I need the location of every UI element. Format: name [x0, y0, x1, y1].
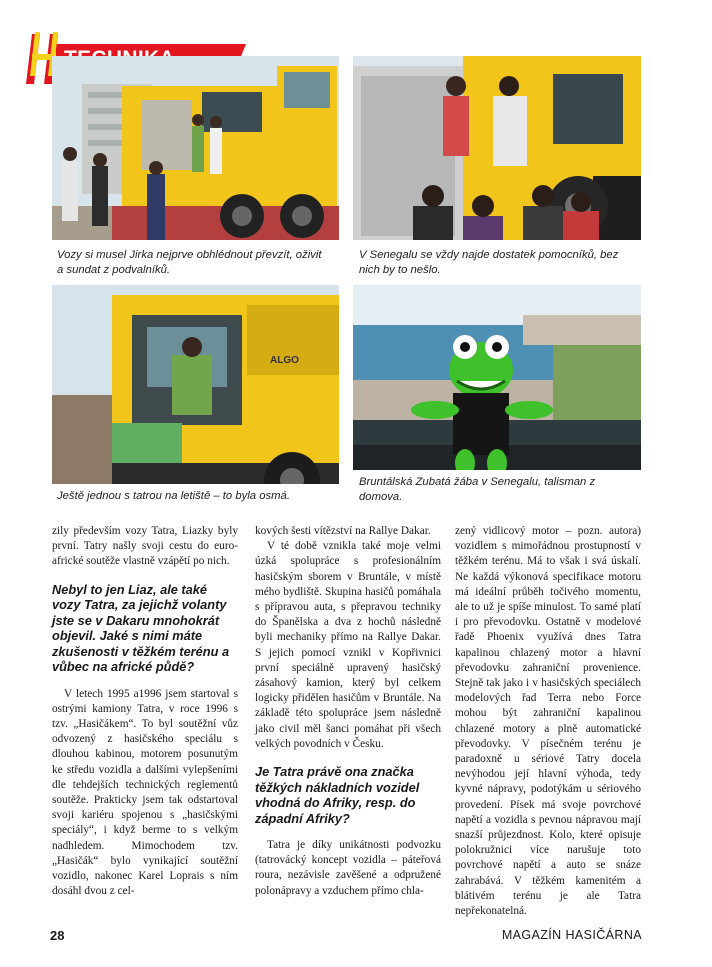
article-column-3	[455, 524, 641, 919]
photo-caption: V Senegalu se vždy najde dostatek pomocníků, bez nich by to nešlo.	[359, 249, 619, 276]
cab-brand-text: ALGO	[270, 355, 299, 366]
photo-caption: Ještě jednou s tatrou na letiště – to byla osmá.	[57, 490, 290, 502]
photo-caption: Bruntálská Zubatá žába v Senegalu, talisman z domova.	[359, 476, 596, 503]
paragraph: Tatra je díky unikátnosti podvozku (tatrovácký koncept vozidla – páteřová roura, nezávisle zavěšené a odpružené polonápravy a vzduchem přímo chla-	[255, 839, 441, 897]
paragraph: V té době vznikla také moje velmi úzká spolupráce s profesionálním hasičským sborem v Bruntále, v místě mého bydliště. Skupina hasičů pomáhala s přípravou auta, s přepravou techniky do Španělska a dva z hochů následně byli mechaniky přímo na Rallye Dakar. S jejich pomocí vznikl v Kopřivnici první speciálně upravený hasičský zásahový kamion, který byl celkem logicky přidělen hasičům v Bruntále. Na základě této spolupráce jsem následně jako civil měl šanci pomáhat při všech velkých povodních v Česku.	[255, 540, 441, 750]
article-column-2	[255, 524, 441, 899]
paragraph: V letech 1995 a1996 jsem startoval s ostrými kamiony Tatra, v roce 1996 s tzv. „Hasičákem“. To byl soutěžní vůz odvozený z hasičského speciálu s dlouhou kabinou, motorem posunutým ke středu vozidla a dalšími vylepšeními dle tehdejších technických reglementů soutěže. Prakticky jsem tak odstartoval svoji kariéru spojenou s „hasičskými speciály“, i když berme to s velkým nadhledem. Mimochodem tzv. „Hasičák“ bylo vynikající soutěžní vozidlo, nakonec Karel Loprais s ním dosáhl dvou z cel-	[52, 687, 238, 898]
page-number: 28	[50, 928, 65, 943]
interview-question: Je Tatra právě ona značka těžkých nákladních vozidel vhodná do Afriky, resp. do západní Afriky?	[255, 764, 420, 826]
article-column-1	[52, 524, 238, 899]
paragraph: kových šesti vítězství na Rallye Dakar.	[255, 525, 431, 537]
interview-question: Nebyl to jen Liaz, ale také vozy Tatra, za jejichž volanty jste se v Dakaru mnohokrát objevil. Jaké s nimi máte zkušenosti v těžkém terénu a vůbec na africké půdě?	[52, 581, 230, 675]
paragraph: zený vidlicový motor – pozn. autora) vozidlem s mimořádnou prostupností v těžkém terénu. Má to však i svá úskalí. Ne každá výkonová specifikace motoru má ideální průběh točivého momentu, ale to už je spíše minulost. To samé platí i pro převodovku. Ostatně v modelové řadě Phoenix využívá dnes Tatra kapalinou chlazený motor a hlavní převodovku zahraniční provenience. Stejně tak jako i v hasičských speciálech modelových řad Terra nebo Force mohou být zahraniční kapalinou chlazené motory a plně automatické převodovky. V písečném terénu je paradoxně u sériové Tatry docela nevýhodou její hlavní výhoda, tedy kyvné nápravy, podotýkám u sériového provedení. Písek má svoje povrchové napětí a vozidla s pevnou nápravou mají snazší průjezdnost. Kolo, které opisuje polokružnici více narušuje toto povrchové napětí a auto se snáze zahrabává. V těžkém kamenitém a blátivém terénu je ale Tatra nepřekonatelná.	[455, 525, 641, 918]
magazine-name: MAGAZÍN HASIČÁRNA	[501, 928, 642, 942]
photo-driver-in-cab	[52, 285, 339, 508]
paragraph: zily především vozy Tatra, Liazky byly první. Tatry našly svoji cestu do euro-africké soutěže vlastně vzápětí po nich.	[52, 525, 238, 568]
photo-caption: Vozy si musel Jirka nejprve obhlédnout převzít, oživit a sundat z podvalníků.	[57, 249, 322, 276]
